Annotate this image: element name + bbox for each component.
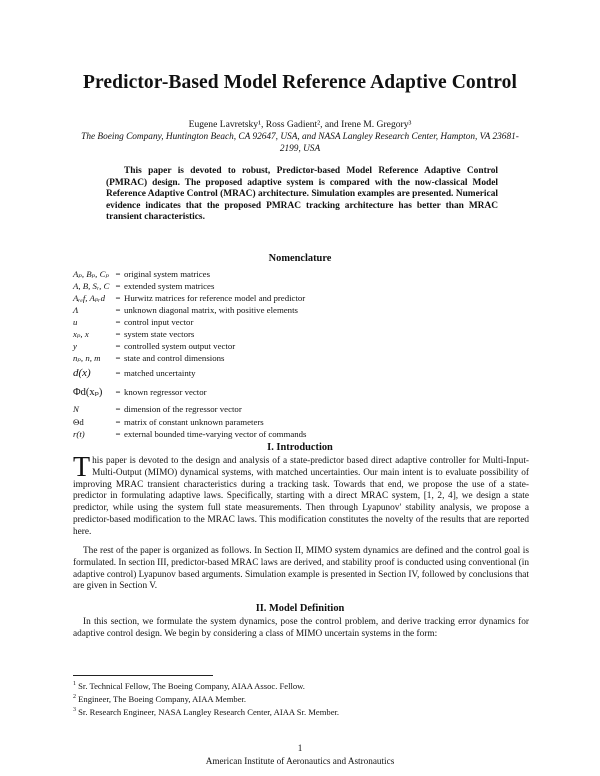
paper-title: Predictor-Based Model Reference Adaptive Control: [82, 72, 518, 93]
nomenclature-symbol: Aᵣₑf, Aₚᵣd: [73, 292, 105, 303]
nomenclature-dash: =: [115, 293, 121, 303]
nomenclature-dash: =: [115, 416, 121, 427]
nomenclature-definition: extended system matrices: [124, 281, 215, 291]
drop-cap: T: [73, 452, 91, 483]
introduction-paragraph-2: The rest of the paper is organized as follows. In Section II, MIMO system dynamics are defined and the control goal is formulated. In section III, predictor-based MRAC laws are derived, and stability proof is conducted using conventional (in adaptive control) Lyapunov based arguments. Simulation example is presented in Section IV, followed by conclusions that are given in Section V.: [73, 546, 530, 592]
nomenclature-entry: [73, 316, 533, 328]
nomenclature-dash: =: [115, 367, 121, 378]
introduction-paragraph-1: [73, 452, 529, 539]
nomenclature-definition: matrix of constant unknown parameters: [124, 416, 264, 427]
footnote-mark: 1: [73, 681, 76, 687]
introduction-heading: I. Introduction: [267, 442, 333, 453]
nomenclature-entry: [73, 403, 533, 415]
nomenclature-symbol: N: [73, 404, 79, 414]
model-definition-heading: II. Model Definition: [255, 603, 345, 614]
footnote-mark: 2: [73, 694, 76, 701]
nomenclature-symbol: nₚ, n, m: [73, 352, 101, 363]
nomenclature-dash: =: [115, 317, 121, 327]
footnotes: [73, 679, 533, 718]
nomenclature-definition: matched uncertainty: [124, 367, 196, 378]
nomenclature-definition: external bounded time-varying vector of commands: [124, 429, 307, 439]
organization-footer: American Institute of Aeronautics and Astronautics: [205, 756, 395, 766]
nomenclature-symbol: xₚ, x: [73, 328, 89, 339]
nomenclature-heading: Nomenclature: [268, 253, 332, 264]
introduction-paragraph-1-text: his paper is devoted to the design and analysis of a state-predictor based direct adaptive controller for Multi-Input-Multi-Output (MIMO) dynamical systems, with matched uncertainties. Our main intent is to evaluate possibility of improving MRAC transient characteristics during a tracking task. Towards that end, we propose the use of a state-predictor in formulating adaptive laws. Specifically, starting with a direct MRAC system, [1, 2, 4], we design a state predictor, while using the system full state measurements. Then through Lyapunov' stability analysis, we propose a predictor-based modification to the MRAC laws. This modification constitutes the novelty of the results that are reported here.: [73, 456, 529, 537]
nomenclature-list: [73, 268, 533, 440]
nomenclature-dash: =: [115, 404, 121, 414]
nomenclature-entry: [73, 280, 533, 292]
nomenclature-definition: dimension of the regressor vector: [124, 404, 242, 414]
introduction-heading-wrap: [0, 442, 600, 453]
nomenclature-definition: controlled system output vector: [124, 341, 236, 351]
nomenclature-symbol: A, B, Sᵣ, C: [73, 281, 110, 291]
nomenclature-dash: =: [115, 329, 121, 339]
nomenclature-symbol: Φd(xₚ): [73, 387, 103, 398]
footnote-mark: 3: [73, 707, 76, 714]
nomenclature-heading-wrap: [0, 253, 600, 264]
footnote-text: Sr. Technical Fellow, The Boeing Company, AIAA Assoc. Fellow.: [78, 680, 305, 691]
nomenclature-dash: =: [115, 269, 121, 279]
nomenclature-dash: =: [115, 341, 121, 351]
nomenclature-dash: =: [115, 353, 121, 363]
nomenclature-symbol: Θd: [73, 416, 84, 427]
nomenclature-definition: state and control dimensions: [124, 353, 225, 363]
nomenclature-dash: =: [115, 281, 121, 291]
nomenclature-definition: unknown diagonal matrix, with positive elements: [124, 305, 298, 315]
abstract: This paper is devoted to robust, Predictor-based Model Reference Adaptive Control (PMRAC) design. The proposed adaptive system is compared with the now-classical Model Reference Adaptive Control (MRAC) architecture. Simulation examples are presented. Numerical evidence indicates that the proposed PMRAC tracking architecture has better than MRAC transient characteristics.: [106, 166, 498, 223]
footnote-text: Sr. Research Engineer, NASA Langley Research Center, AIAA Sr. Member.: [78, 707, 340, 718]
footnote-text: Engineer, The Boeing Company, AIAA Member.: [78, 694, 247, 705]
nomenclature-symbol: y: [73, 341, 77, 351]
nomenclature-entry: [73, 428, 533, 440]
nomenclature-definition: known regressor vector: [124, 387, 207, 397]
footnote: [73, 692, 533, 705]
nomenclature-entry: [73, 340, 533, 352]
nomenclature-symbol: u: [73, 317, 78, 327]
nomenclature-symbol: d(x): [73, 366, 91, 379]
footnote: [73, 679, 533, 692]
nomenclature-entry: [73, 268, 533, 280]
nomenclature-entry: [73, 381, 533, 403]
nomenclature-entry: [73, 352, 533, 364]
affiliation: The Boeing Company, Huntington Beach, CA 92647, USA, and NASA Langley Research Center, Hampton, VA 23681-2199, USA: [81, 132, 519, 154]
nomenclature-dash: =: [115, 387, 121, 397]
model-definition-paragraph: In this section, we formulate the system dynamics, pose the control problem, and derive tracking error dynamics for adaptive control design. We begin by considering a class of MIMO uncertain systems in the form:: [73, 617, 529, 639]
nomenclature-symbol: r(t): [73, 429, 85, 439]
nomenclature-entry: [73, 304, 533, 316]
footnote: [73, 705, 533, 718]
nomenclature-definition: Hurwitz matrices for reference model and predictor: [124, 293, 306, 303]
nomenclature-entry: [73, 292, 533, 304]
nomenclature-entry: [73, 415, 533, 428]
nomenclature-symbol: Λ: [73, 305, 79, 315]
model-definition-heading-wrap: [0, 603, 600, 614]
footnote-divider: [73, 675, 213, 676]
nomenclature-entry: [73, 328, 533, 340]
nomenclature-definition: system state vectors: [124, 329, 195, 339]
nomenclature-dash: =: [115, 429, 121, 439]
nomenclature-definition: control input vector: [124, 317, 194, 327]
nomenclature-dash: =: [115, 305, 121, 315]
nomenclature-entry: [73, 364, 533, 381]
page-number: 1: [297, 743, 303, 753]
author-list: Eugene Lavretsky¹, Ross Gadient², and Irene M. Gregory³: [188, 119, 412, 130]
nomenclature-definition: original system matrices: [124, 269, 210, 279]
nomenclature-symbol: Aₚ, Bₚ, Cₚ: [73, 268, 109, 279]
